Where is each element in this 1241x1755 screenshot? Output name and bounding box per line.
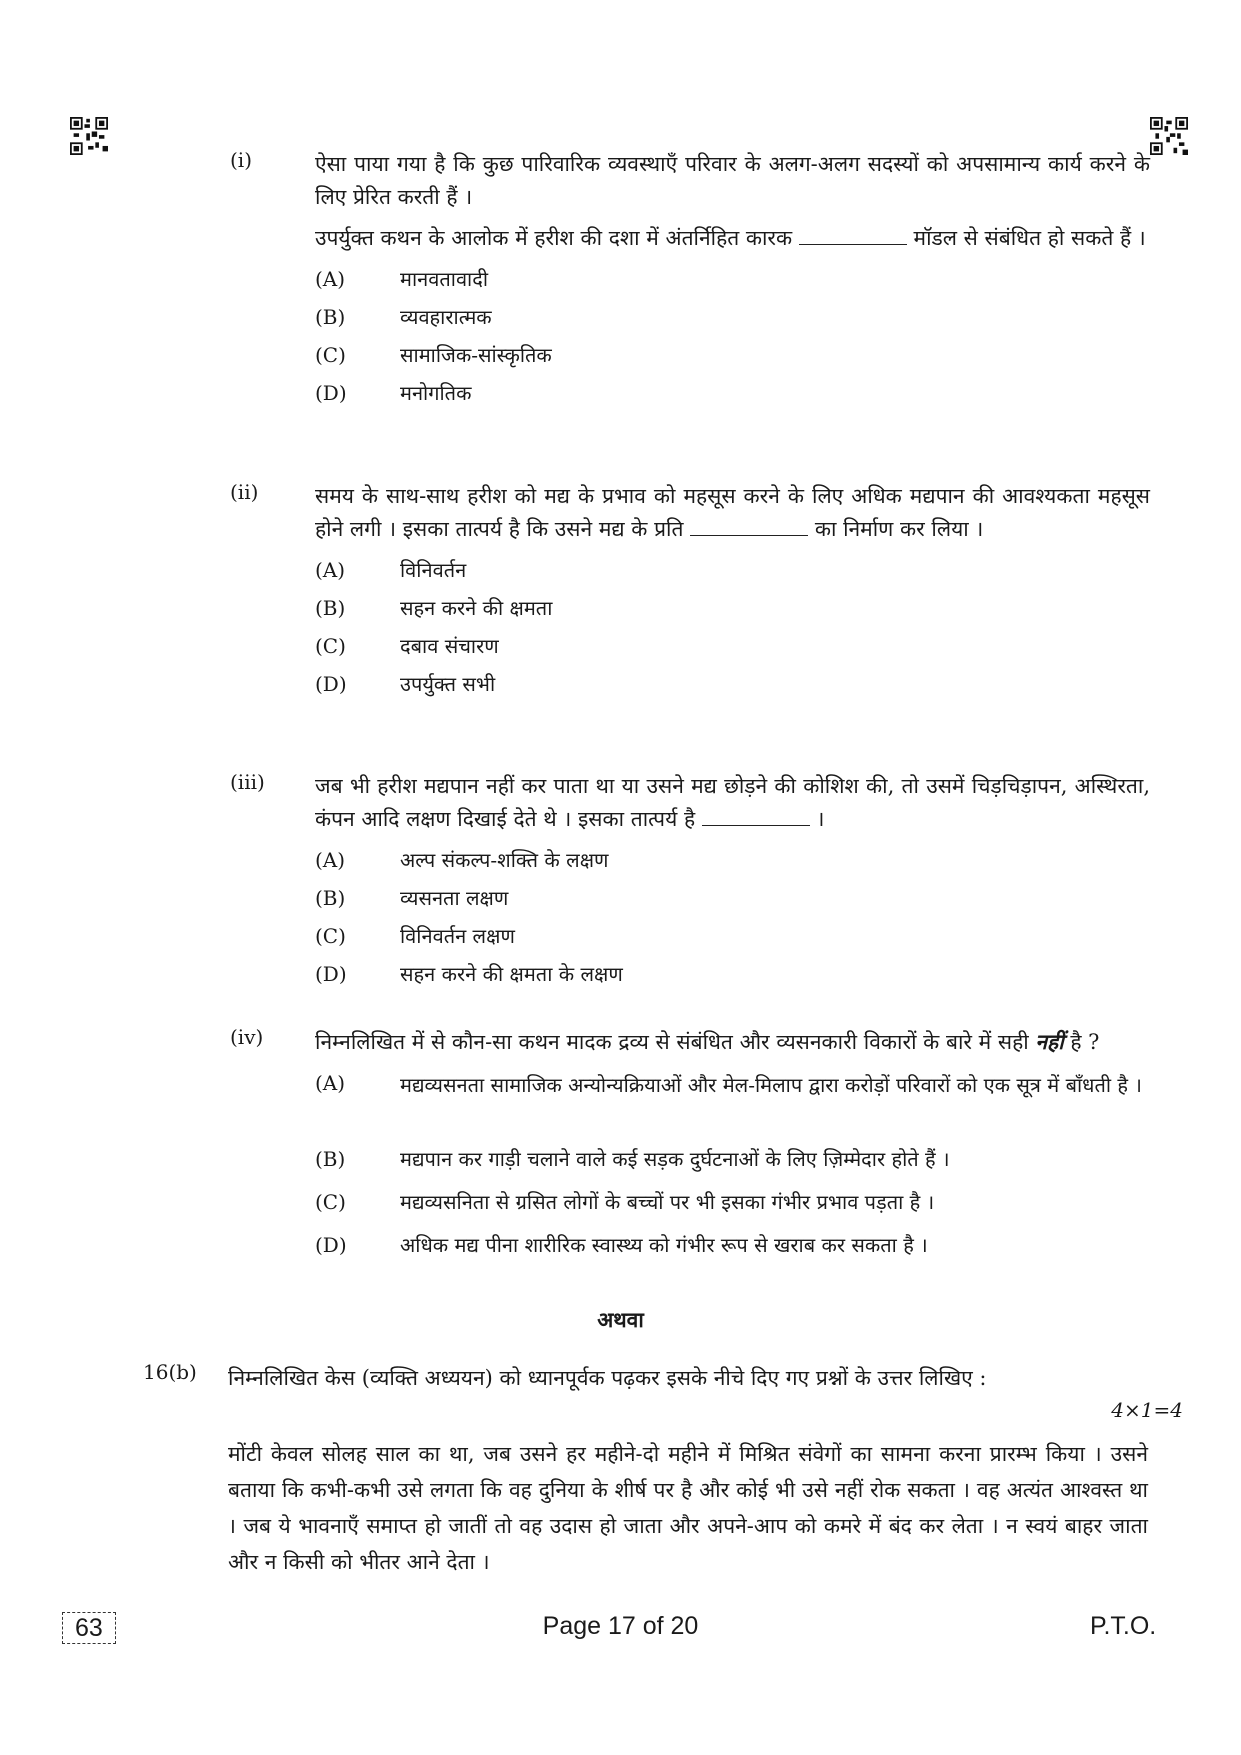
text-after-blank: । <box>816 807 825 831</box>
option-text: मद्यव्यसनता सामाजिक अन्योन्यक्रियाओं और मेल-मिलाप द्वारा करोड़ों परिवारों को एक सूत्र में बाँधती है । <box>400 1073 1142 1097</box>
options-list <box>315 1067 1150 1267</box>
option-text: व्यसनता लक्षण <box>400 886 509 910</box>
option-text: उपर्युक्त सभी <box>400 672 496 696</box>
question-stem: निम्नलिखित में से कौन-सा कथन मादक द्रव्य से संबंधित और व्यसनकारी विकारों के बारे में सही <box>315 1030 1029 1054</box>
options-list <box>315 554 1150 706</box>
option-text: अधिक मद्य पीना शारीरिक स्वास्थ्य को गंभीर रूप से खराब कर सकता है । <box>400 1233 928 1257</box>
options-list <box>315 844 1150 996</box>
question-number: (iv) <box>230 1025 264 1049</box>
or-separator: अथवा <box>597 1307 644 1332</box>
question-ii <box>230 480 1150 706</box>
option-label: (B) <box>315 596 346 620</box>
question-text <box>315 480 1150 546</box>
text-after-blank: मॉडल से संबंधित हो सकते हैं । <box>913 226 1146 250</box>
option-label: (D) <box>315 962 347 986</box>
question-paragraph <box>315 1025 1150 1059</box>
option-c <box>315 339 1150 377</box>
option-label: (C) <box>315 634 346 658</box>
option-label: (C) <box>315 924 346 948</box>
qr-code-icon <box>70 117 108 155</box>
option-text: मानवतावादी <box>400 267 489 291</box>
question-text <box>315 1025 1150 1059</box>
option-c <box>315 1186 1150 1229</box>
option-text: विनिवर्तन <box>400 558 467 582</box>
option-label: (B) <box>315 886 346 910</box>
question-number: (i) <box>230 148 253 172</box>
option-text: मद्यपान कर गाड़ी चलाने वाले कई सड़क दुर्घटनाओं के लिए ज़िम्मेदार होते हैं । <box>400 1147 950 1171</box>
paper-code: 63 <box>62 1612 116 1644</box>
options-list <box>315 263 1150 415</box>
option-text: सामाजिक-सांस्कृतिक <box>400 343 552 367</box>
text-after-blank: का निर्माण कर लिया । <box>814 517 984 541</box>
option-b <box>315 301 1150 339</box>
question-paragraph <box>315 770 1150 836</box>
option-text: मद्यव्यसनिता से ग्रसित लोगों के बच्चों पर भी इसका गंभीर प्रभाव पड़ता है । <box>400 1190 935 1214</box>
question-paragraph <box>315 222 1150 255</box>
option-d <box>315 1229 1150 1267</box>
question-paragraph: ऐसा पाया गया है कि कुछ पारिवारिक व्यवस्थाएँ परिवार के अलग-अलग सदस्यों को अपसामान्य कार्य करने के लिए प्रेरित करती हैं । <box>315 152 1150 209</box>
option-text: अल्प संकल्प-शक्ति के लक्षण <box>400 848 609 872</box>
emphasis-not: नहीं <box>1035 1029 1064 1054</box>
option-a <box>315 263 1150 301</box>
option-label: (D) <box>315 381 347 405</box>
text-before-blank: जब भी हरीश मद्यपान नहीं कर पाता था या उसने मद्य छोड़ने की कोशिश की, तो उसमें चिड़चिड़ापन, अस्थिरता, कंपन आदि लक्षण दिखाई देते थे । इसका तात्पर्य है <box>315 774 1150 831</box>
question-end: है ? <box>1070 1030 1100 1054</box>
option-label: (A) <box>315 558 346 582</box>
option-a <box>315 844 1150 882</box>
page-number: Page 17 of 20 <box>542 1612 699 1640</box>
option-text: मनोगतिक <box>400 381 472 405</box>
question-number: 16(b) <box>143 1360 197 1384</box>
option-a <box>315 1067 1150 1143</box>
option-text: दबाव संचारण <box>400 634 499 658</box>
answer-blank <box>702 825 810 826</box>
option-a <box>315 554 1150 592</box>
question-16b <box>143 1360 1183 1422</box>
question-text <box>315 770 1150 836</box>
option-d <box>315 668 1150 706</box>
option-label: (C) <box>315 1190 346 1214</box>
option-label: (C) <box>315 343 346 367</box>
text-before-blank: समय के साथ-साथ हरीश को मद्य के प्रभाव को महसूस करने के लिए अधिक मद्यपान की आवश्यकता महसूस होने लगी । इसका तात्पर्य है कि उसने मद्य के प्रति <box>315 484 1150 541</box>
question-text <box>315 148 1150 255</box>
option-b <box>315 592 1150 630</box>
answer-blank <box>690 535 808 536</box>
option-text: व्यवहारात्मक <box>400 305 492 329</box>
text-before-blank: उपर्युक्त कथन के आलोक में हरीश की दशा में अंतर्निहित कारक <box>315 226 793 250</box>
option-d <box>315 377 1150 415</box>
option-label: (A) <box>315 848 346 872</box>
question-number: (iii) <box>230 770 265 794</box>
option-label: (A) <box>315 1071 346 1095</box>
question-paragraph <box>315 480 1150 546</box>
option-b <box>315 882 1150 920</box>
question-instruction: निम्नलिखित केस (व्यक्ति अध्ययन) को ध्यानपूर्वक पढ़कर इसके नीचे दिए गए प्रश्नों के उत्तर लिखिए : <box>228 1366 987 1390</box>
option-label: (A) <box>315 267 346 291</box>
question-i <box>230 148 1150 415</box>
option-c <box>315 920 1150 958</box>
option-text: सहन करने की क्षमता <box>400 596 553 620</box>
case-study-text: मोंटी केवल सोलह साल का था, जब उसने हर महीने-दो महीने में मिश्रित संवेगों का सामना करना प्रारम्भ किया । उसने बताया कि कभी-कभी उसे लगता कि वह दुनिया के शीर्ष पर है और कोई भी उसे नहीं रोक सकता । वह अत्यंत आश्वस्त था । जब ये भावनाएँ समाप्त हो जातीं तो वह उदास हो जाता और अपने-आप को कमरे में बंद कर लेता । न स्वयं बाहर जाता और न किसी को भीतर आने देता । <box>228 1442 1148 1574</box>
please-turn-over: P.T.O. <box>1090 1612 1157 1640</box>
option-text: सहन करने की क्षमता के लक्षण <box>400 962 623 986</box>
answer-blank <box>799 244 907 245</box>
option-b <box>315 1143 1150 1186</box>
option-label: (D) <box>315 672 347 696</box>
question-iv <box>230 1025 1150 1267</box>
option-label: (B) <box>315 305 346 329</box>
question-number: (ii) <box>230 480 259 504</box>
marks-label: 4×1=4 <box>1111 1398 1183 1422</box>
question-iii <box>230 770 1150 996</box>
option-label: (D) <box>315 1233 347 1257</box>
option-d <box>315 958 1150 996</box>
option-c <box>315 630 1150 668</box>
option-label: (B) <box>315 1147 346 1171</box>
qr-code-icon <box>1150 117 1188 155</box>
option-text: विनिवर्तन लक्षण <box>400 924 515 948</box>
